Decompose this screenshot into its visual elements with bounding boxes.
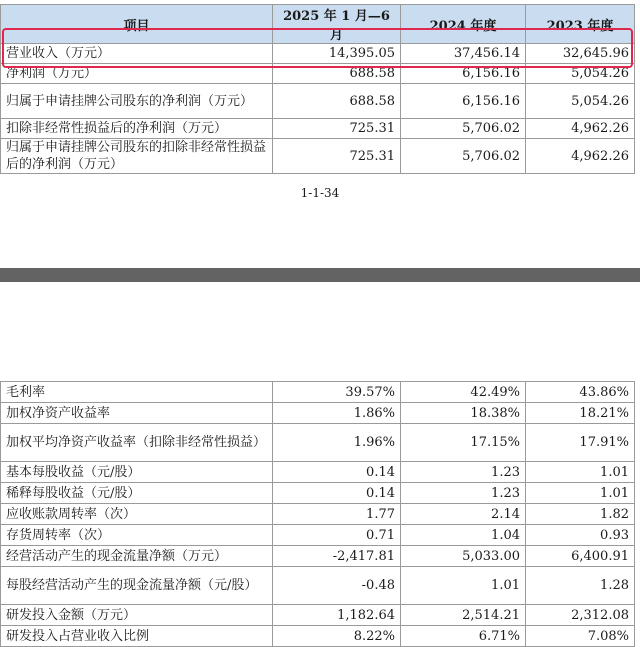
cell-value: 1.01 — [526, 483, 635, 504]
page-number: 1-1-34 — [300, 186, 340, 200]
table-header-row — [1, 5, 635, 44]
table-row — [1, 605, 635, 626]
cell-value: -0.48 — [273, 567, 401, 605]
cell-value: 5,054.26 — [526, 84, 635, 119]
cell-value: 2,312.08 — [526, 605, 635, 626]
row-label: 每股经营活动产生的现金流量净额（元/股） — [1, 567, 273, 605]
table-row — [1, 525, 635, 546]
page-divider — [0, 268, 640, 282]
row-label: 存货周转率（次） — [1, 525, 273, 546]
row-label: 研发投入金额（万元） — [1, 605, 273, 626]
table-row — [1, 84, 635, 119]
cell-value: 1.77 — [273, 504, 401, 525]
cell-value: 1,182.64 — [273, 605, 401, 626]
row-label: 归属于申请挂牌公司股东的扣除非经常性损益后的净利润（万元） — [1, 139, 273, 174]
cell-value: 5,706.02 — [401, 119, 526, 139]
cell-value: -2,417.81 — [273, 546, 401, 567]
cell-value: 0.14 — [273, 462, 401, 483]
row-label: 基本每股收益（元/股） — [1, 462, 273, 483]
cell-value: 6,156.16 — [401, 84, 526, 119]
cell-value: 1.23 — [401, 462, 526, 483]
table-row — [1, 424, 635, 462]
header-2025h1: 2025 年 1 月—6 月 — [273, 5, 401, 44]
financial-indicators-table — [0, 381, 635, 647]
row-label: 稀释每股收益（元/股） — [1, 483, 273, 504]
table-row — [1, 44, 635, 64]
row-label: 应收账款周转率（次） — [1, 504, 273, 525]
row-label: 加权平均净资产收益率（扣除非经常性损益） — [1, 424, 273, 462]
row-label: 扣除非经常性损益后的净利润（万元） — [1, 119, 273, 139]
cell-value: 6.71% — [401, 626, 526, 647]
row-label: 净利润（万元） — [1, 64, 273, 84]
cell-value: 5,054.26 — [526, 64, 635, 84]
table-row — [1, 483, 635, 504]
cell-value: 1.23 — [401, 483, 526, 504]
financial-summary-table — [0, 4, 635, 174]
cell-value: 1.96% — [273, 424, 401, 462]
cell-value: 725.31 — [273, 139, 401, 174]
cell-value: 0.71 — [273, 525, 401, 546]
table-row — [1, 567, 635, 605]
cell-value: 37,456.14 — [401, 44, 526, 64]
cell-value: 1.86% — [273, 403, 401, 424]
cell-value: 1.82 — [526, 504, 635, 525]
cell-value: 0.14 — [273, 483, 401, 504]
cell-value: 43.86% — [526, 382, 635, 403]
table-row — [1, 382, 635, 403]
cell-value: 5,706.02 — [401, 139, 526, 174]
cell-value: 1.28 — [526, 567, 635, 605]
cell-value: 725.31 — [273, 119, 401, 139]
table-row — [1, 462, 635, 483]
header-2024: 2024 年度 — [401, 5, 526, 44]
cell-value: 688.58 — [273, 84, 401, 119]
table-row — [1, 626, 635, 647]
table-row — [1, 403, 635, 424]
table-row — [1, 64, 635, 84]
cell-value: 4,962.26 — [526, 119, 635, 139]
table-row — [1, 546, 635, 567]
table-row — [1, 119, 635, 139]
cell-value: 18.38% — [401, 403, 526, 424]
cell-value: 688.58 — [273, 64, 401, 84]
row-label: 经营活动产生的现金流量净额（万元） — [1, 546, 273, 567]
cell-value: 1.04 — [401, 525, 526, 546]
row-label: 研发投入占营业收入比例 — [1, 626, 273, 647]
header-2023: 2023 年度 — [526, 5, 635, 44]
cell-value: 6,400.91 — [526, 546, 635, 567]
cell-value: 14,395.05 — [273, 44, 401, 64]
cell-value: 2,514.21 — [401, 605, 526, 626]
cell-value: 6,156.16 — [401, 64, 526, 84]
table-row — [1, 504, 635, 525]
row-label: 营业收入（万元） — [1, 44, 273, 64]
cell-value: 1.01 — [526, 462, 635, 483]
row-label: 加权净资产收益率 — [1, 403, 273, 424]
table-row — [1, 139, 635, 174]
cell-value: 0.93 — [526, 525, 635, 546]
cell-value: 18.21% — [526, 403, 635, 424]
cell-value: 42.49% — [401, 382, 526, 403]
cell-value: 4,962.26 — [526, 139, 635, 174]
header-item: 项目 — [1, 5, 273, 44]
cell-value: 5,033.00 — [401, 546, 526, 567]
cell-value: 17.15% — [401, 424, 526, 462]
cell-value: 7.08% — [526, 626, 635, 647]
cell-value: 17.91% — [526, 424, 635, 462]
row-label: 毛利率 — [1, 382, 273, 403]
cell-value: 1.01 — [401, 567, 526, 605]
row-label: 归属于申请挂牌公司股东的净利润（万元） — [1, 84, 273, 119]
cell-value: 8.22% — [273, 626, 401, 647]
cell-value: 2.14 — [401, 504, 526, 525]
cell-value: 39.57% — [273, 382, 401, 403]
cell-value: 32,645.96 — [526, 44, 635, 64]
